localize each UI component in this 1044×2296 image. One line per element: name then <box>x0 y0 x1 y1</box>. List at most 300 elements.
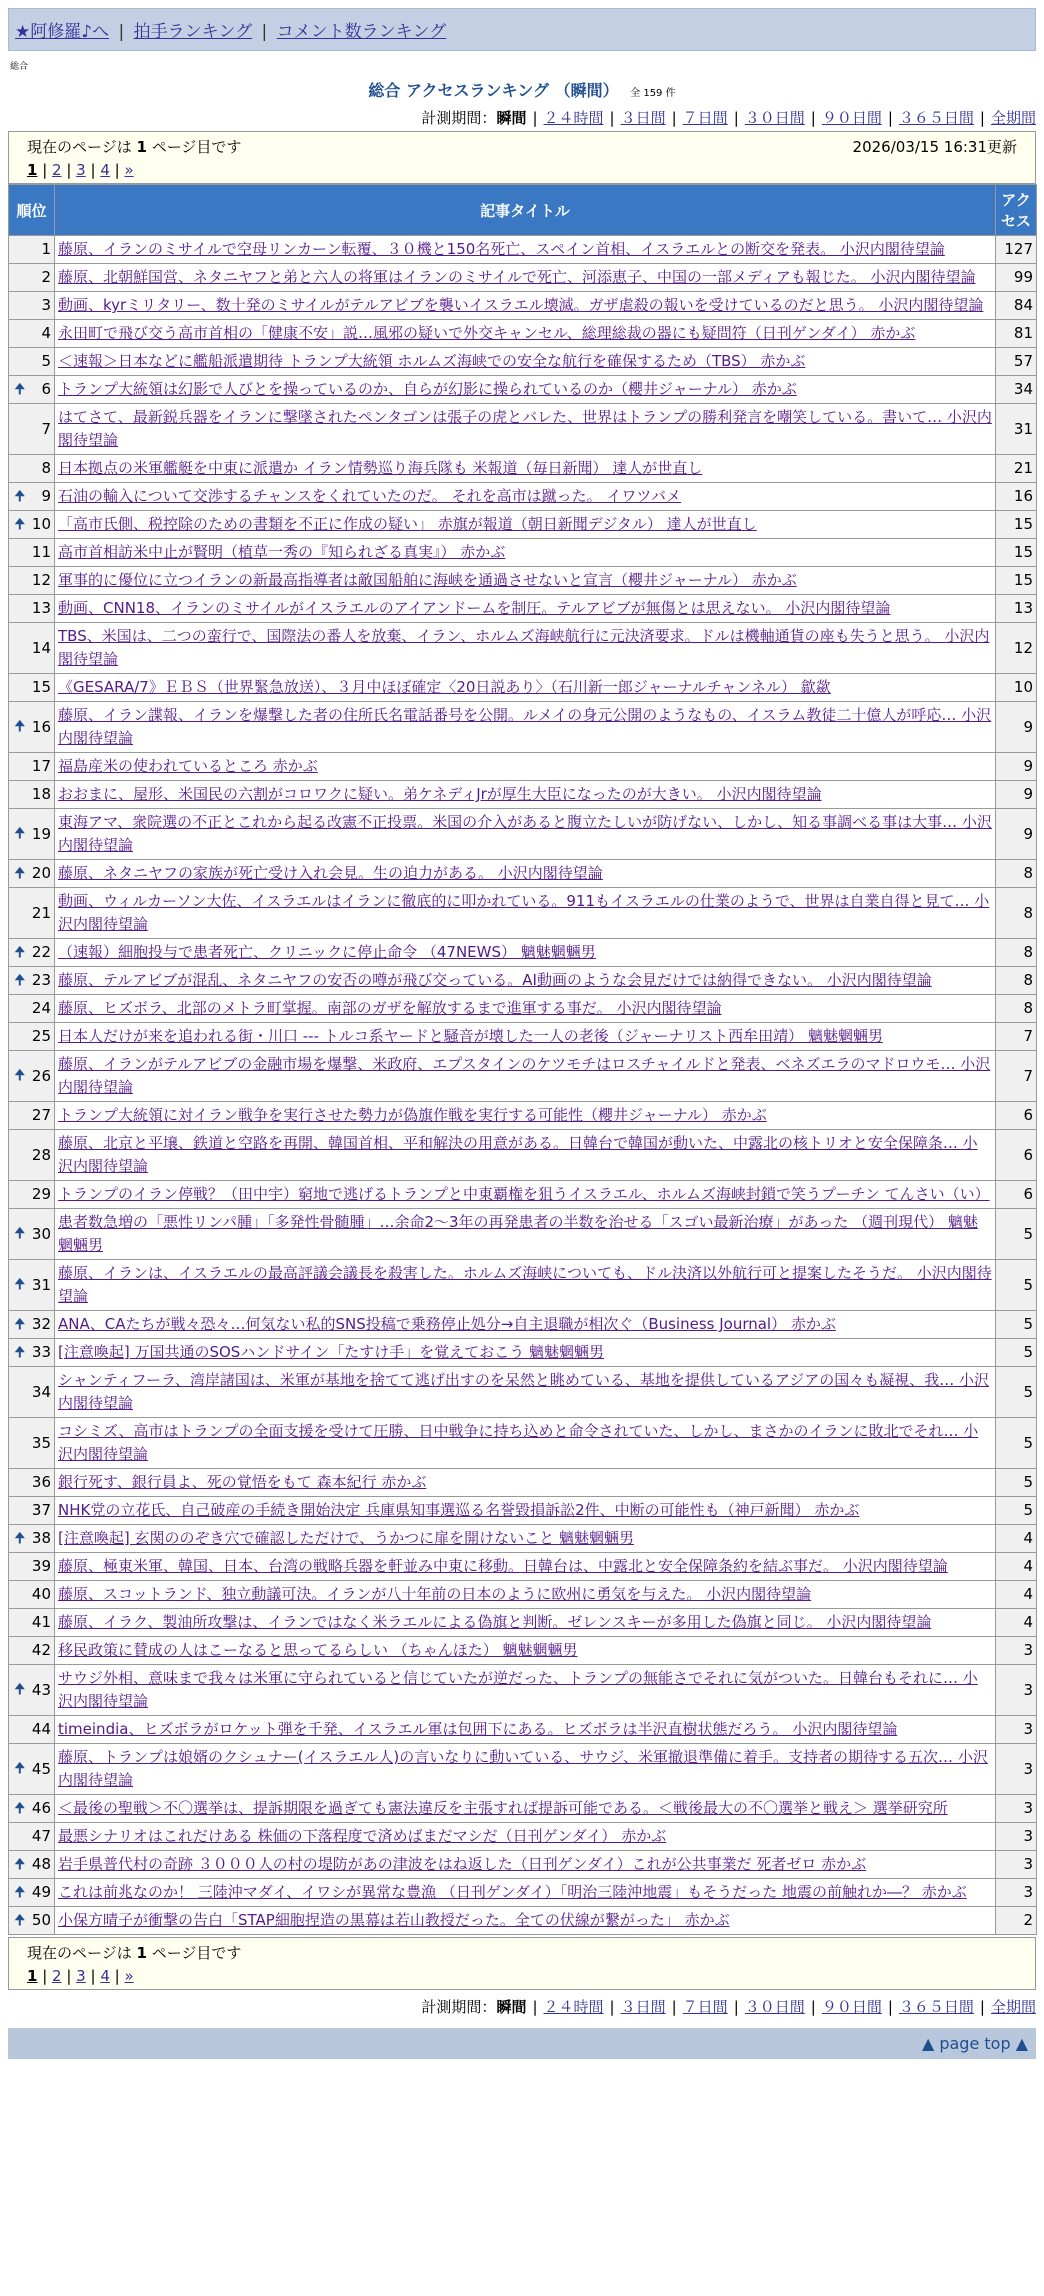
rank-number: 8 <box>41 459 51 477</box>
access-count: 15 <box>996 567 1037 595</box>
rank-cell <box>9 292 55 320</box>
period-separator: | <box>671 1998 677 2016</box>
nav-link-applause-ranking[interactable]: 拍手ランキング <box>133 22 253 42</box>
ranking-table <box>8 184 1037 1935</box>
table-row <box>9 860 1037 888</box>
article-title-link[interactable]: ＜速報＞日本などに艦船派遣期待 トランプ大統領 ホルムズ海峡での安全な航行を確保するため（TBS） 赤かぶ <box>58 352 806 370</box>
article-title-link[interactable]: 福島産米の使われているところ 赤かぶ <box>58 757 318 775</box>
article-title-link[interactable]: コシミズ、高市はトランプの全面支援を受けて圧勝、日中戦争に持ち込めと命令されていた、しかし、まさかのイランに敗北でそれ… 小沢内閣待望論 <box>58 1422 979 1463</box>
page-separator: | <box>37 161 53 179</box>
access-count: 5 <box>996 1311 1037 1339</box>
rank-cell <box>9 1744 55 1795</box>
rank-cell <box>9 320 55 348</box>
article-title-link[interactable]: 高市首相訪米中止が賢明（植草一秀の『知られざる真実』） 赤かぶ <box>58 543 506 561</box>
article-title-link[interactable]: timeindia、ヒズボラがロケット弾を千発、イスラエル軍は包囲下にある。ヒズボラは半沢直樹状態だろう。 小沢内閣待望論 <box>58 1720 898 1738</box>
period-option-link[interactable]: ２４時間 <box>543 1998 604 2016</box>
rank-cell <box>9 1525 55 1553</box>
access-count: 9 <box>996 702 1037 753</box>
table-row <box>9 995 1037 1023</box>
title-cell <box>55 1051 996 1102</box>
article-title-link[interactable]: 銀行死す、銀行員よ、死の覚悟をもて 森本紀行 赤かぶ <box>58 1473 427 1491</box>
nav-separator: | <box>118 22 125 42</box>
title-cell <box>55 753 996 781</box>
access-count: 3 <box>996 1851 1037 1879</box>
page-separator: | <box>85 161 101 179</box>
article-title-link[interactable]: トランプのイラン停戦？（田中宇）窮地で逃げるトランプと中東覇権を狙うイスラエル、ホルムズ海峡封鎖で笑うプーチン てんさい（い） <box>58 1185 990 1203</box>
rank-cell <box>9 1181 55 1209</box>
rank-number: 13 <box>31 599 51 617</box>
table-row <box>9 1823 1037 1851</box>
rank-number: 38 <box>31 1529 51 1547</box>
header-rank: 順位 <box>9 185 55 236</box>
footer-bar <box>8 2028 1036 2059</box>
rank-cell <box>9 539 55 567</box>
access-count: 8 <box>996 967 1037 995</box>
article-title-link[interactable]: 藤原、北京と平壌、鉄道と空路を再開、韓国首相、平和解決の用意がある。日韓台で韓国が動いた、中露北の核トリオと安全保障条… 小沢内閣待望論 <box>58 1134 978 1175</box>
access-count: 9 <box>996 781 1037 809</box>
period-separator: | <box>887 1998 893 2016</box>
rank-number: 36 <box>31 1473 51 1491</box>
rank-cell <box>9 1130 55 1181</box>
article-title-link[interactable]: 岩手県普代村の奇跡 ３０００人の村の堤防があの津波をはね返した（日刊ゲンダイ）これが公共事業だ 死者ゼロ 赤かぶ <box>58 1855 867 1873</box>
table-row <box>9 483 1037 511</box>
article-title-link[interactable]: 藤原、テルアビブが混乱、ネタニヤフの安否の噂が飛び交っている。AI動画のような会見だけでは納得できない。 小沢内閣待望論 <box>58 971 932 989</box>
table-row <box>9 1339 1037 1367</box>
period-option-link[interactable]: ３０日間 <box>744 109 805 127</box>
title-cell <box>55 539 996 567</box>
rank-cell <box>9 781 55 809</box>
rank-number: 23 <box>31 971 51 989</box>
rank-number: 9 <box>41 487 51 505</box>
title-cell <box>55 292 996 320</box>
rank-number: 30 <box>31 1224 51 1243</box>
access-count: 3 <box>996 1795 1037 1823</box>
up-arrow-icon: 🠉 <box>14 1067 26 1084</box>
article-title-link[interactable]: これは前兆なのか！ 三陸沖マダイ、イワシが異常な豊漁 （日刊ゲンダイ）「明治三陸沖地震」もそうだった 地震の前触れか―？ 赤かぶ <box>58 1883 967 1901</box>
rank-cell <box>9 1367 55 1418</box>
up-arrow-icon: 🠉 <box>14 1912 26 1928</box>
title-cell <box>55 236 996 264</box>
title-cell <box>55 809 996 860</box>
period-separator: | <box>733 109 739 127</box>
table-header-row <box>9 185 1037 236</box>
title-cell <box>55 623 996 674</box>
article-title-link[interactable]: 軍事的に優位に立つイランの新最高指導者は敵国船舶に海峡を通過させないと宣言（櫻井ジャーナル） 赤かぶ <box>58 571 797 589</box>
access-count: 8 <box>996 888 1037 939</box>
period-separator: | <box>979 1998 985 2016</box>
article-title-link[interactable]: 日本人だけが来を追われる街・川口 --- トルコ系ヤードと騒音が壊した一人の老後（ジャーナリスト西牟田靖） 魑魅魍魎男 <box>58 1027 883 1045</box>
page-links: 1 | 2 | 3 | 4 | » <box>27 1967 134 1985</box>
title-cell <box>55 1879 996 1907</box>
rank-cell <box>9 1609 55 1637</box>
article-title-link[interactable]: （速報）細胞投与で患者死亡、クリニックに停止命令 （47NEWS） 魑魅魍魎男 <box>58 943 596 961</box>
rank-cell <box>9 1637 55 1665</box>
rank-number: 7 <box>41 419 51 438</box>
article-title-link[interactable]: 藤原、ヒズボラ、北部のメトラ町掌握。南部のガザを解放するまで進軍する事だ。 小沢内閣待望論 <box>58 999 722 1017</box>
article-title-link[interactable]: 「高市氏側、税控除のための書類を不正に作成の疑い」 赤旗が報道（朝日新聞デジタル） 達人が世直し <box>58 515 757 533</box>
period-option-link[interactable]: ７日間 <box>682 109 728 127</box>
page-separator: | <box>61 1967 77 1985</box>
page-link[interactable]: 2 <box>52 1967 62 1985</box>
rank-cell <box>9 1823 55 1851</box>
article-title-link[interactable]: 動画、ウィルカーソン大佐、イスラエルはイランに徹底的に叩かれている。911もイスラエルの仕業のようで、世界は自業自得と見て… 小沢内閣待望論 <box>58 892 990 933</box>
period-selector-bottom <box>8 1996 1036 2018</box>
rank-cell <box>9 1209 55 1260</box>
page-top-link[interactable]: ▲ page top ▲ <box>921 2034 1028 2053</box>
access-count: 8 <box>996 995 1037 1023</box>
article-title-link[interactable]: 最悪シナリオはこれだけある 株価の下落程度で済めばまだマシだ（日刊ゲンダイ） 赤かぶ <box>58 1827 667 1845</box>
rank-number: 16 <box>31 717 51 736</box>
up-arrow-icon: 🠉 <box>14 825 26 842</box>
access-count: 31 <box>996 404 1037 455</box>
title-cell <box>55 455 996 483</box>
period-separator: | <box>810 109 816 127</box>
access-count: 5 <box>996 1209 1037 1260</box>
access-count: 21 <box>996 455 1037 483</box>
article-title-link[interactable]: 永田町で飛び交う高市首相の「健康不安」説…風邪の疑いで外交キャンセル、総理総裁の器にも疑問符（日刊ゲンダイ） 赤かぶ <box>58 324 916 342</box>
title-cell <box>55 702 996 753</box>
rank-cell <box>9 674 55 702</box>
period-current: 瞬間 <box>496 109 527 127</box>
title-cell <box>55 567 996 595</box>
period-option-link[interactable]: 全期間 <box>990 109 1036 127</box>
title-cell <box>55 348 996 376</box>
access-count: 2 <box>996 1907 1037 1935</box>
article-title-link[interactable]: 藤原、北朝鮮国営、ネタニヤフと弟と六人の将軍はイランのミサイルで死亡、河添恵子、中国の一部メディアも報じた。 小沢内閣待望論 <box>58 268 976 286</box>
title-cell <box>55 404 996 455</box>
rank-cell <box>9 702 55 753</box>
table-row <box>9 404 1037 455</box>
article-title-link[interactable]: はてさて、最新鋭兵器をイランに撃墜されたペンタゴンは張子の虎とバレた、世界はトランプの勝利発言を嘲笑している。書いて… 小沢内閣待望論 <box>58 408 992 449</box>
period-option-link[interactable]: ３日間 <box>620 1998 666 2016</box>
title-cell <box>55 1851 996 1879</box>
period-option-link[interactable]: 全期間 <box>990 1998 1036 2016</box>
table-row <box>9 674 1037 702</box>
access-count: 6 <box>996 1130 1037 1181</box>
rank-cell <box>9 236 55 264</box>
access-count: 15 <box>996 539 1037 567</box>
rank-number: 19 <box>31 824 51 843</box>
rank-number: 39 <box>31 1557 51 1575</box>
period-option-link[interactable]: ３０日間 <box>744 1998 805 2016</box>
category-label: 総合 <box>10 62 29 72</box>
title-cell <box>55 1497 996 1525</box>
page-separator: | <box>37 1967 53 1985</box>
rank-number: 2 <box>41 268 51 286</box>
article-title-link[interactable]: 《GESARA/7》ＥＢＳ（世界緊急放送）、３月中ほぼ確定〈20日説あり〉（石川新一郎ジャーナルチャンネル） 歙歘 <box>58 678 831 696</box>
access-count: 127 <box>996 236 1037 264</box>
access-count: 9 <box>996 809 1037 860</box>
next-page-link[interactable]: » <box>124 1967 134 1985</box>
page-link[interactable]: 2 <box>52 161 62 179</box>
rank-number: 21 <box>31 903 51 922</box>
rank-number: 17 <box>31 757 51 775</box>
rank-cell <box>9 1879 55 1907</box>
up-arrow-icon: 🠉 <box>14 865 26 881</box>
period-separator: | <box>810 1998 816 2016</box>
page-link[interactable]: 4 <box>100 161 110 179</box>
article-title-link[interactable]: TBS、米国は、二つの蛮行で、国際法の番人を放棄、イラン、ホルムズ海峡航行に元決済要求。ドルは機軸通貨の座も失うと思う。 小沢内閣待望論 <box>58 627 990 668</box>
access-count: 5 <box>996 1260 1037 1311</box>
article-title-link[interactable]: トランプ大統領は幻影で人びとを操っているのか、自らが幻影に操られているのか（櫻井ジャーナル） 赤かぶ <box>58 380 797 398</box>
table-row <box>9 1102 1037 1130</box>
article-title-link[interactable]: 小保方晴子が衝撃の告白「STAP細胞捏造の黒幕は若山教授だった。全ての伏線が繋がった」 赤かぶ <box>58 1911 730 1929</box>
page-link[interactable]: 4 <box>100 1967 110 1985</box>
title-cell <box>55 1209 996 1260</box>
header-title: 記事タイトル <box>55 185 996 236</box>
period-selector-top <box>8 107 1036 129</box>
access-count: 6 <box>996 1181 1037 1209</box>
table-row <box>9 1209 1037 1260</box>
period-separator: | <box>609 109 615 127</box>
period-label: 計測期間： <box>421 1998 497 2016</box>
page-link[interactable]: 3 <box>76 161 86 179</box>
rank-number: 22 <box>31 943 51 961</box>
article-title-link[interactable]: 藤原、トランプは娘婿のクシュナー(イスラエル人)の言いなりに動いている、サウジ、米軍撤退準備に着手。支持者の期待する五次… 小沢内閣待望論 <box>58 1748 988 1789</box>
access-count: 3 <box>996 1665 1037 1716</box>
title-cell <box>55 1023 996 1051</box>
rank-number: 45 <box>31 1759 51 1778</box>
title-cell <box>55 1609 996 1637</box>
access-count: 3 <box>996 1716 1037 1744</box>
title-cell <box>55 264 996 292</box>
title-cell <box>55 1339 996 1367</box>
period-option-link[interactable]: ３６５日間 <box>898 109 974 127</box>
table-row <box>9 1609 1037 1637</box>
access-count: 12 <box>996 623 1037 674</box>
article-title-link[interactable]: ANA、CAたちが戦々恐々…何気ない私的SNS投稿で乗務停止処分→自主退職が相次ぐ（Business Journal） 赤かぶ <box>58 1315 836 1333</box>
rank-cell <box>9 1051 55 1102</box>
table-row <box>9 1879 1037 1907</box>
table-row <box>9 1795 1037 1823</box>
current-page-text: 現在のページは 1 ページ目です <box>27 1944 242 1962</box>
up-arrow-icon: 🠉 <box>14 944 26 960</box>
rank-cell <box>9 967 55 995</box>
rank-number: 44 <box>31 1720 51 1738</box>
period-option-link[interactable]: ９０日間 <box>821 1998 882 2016</box>
up-arrow-icon: 🠉 <box>14 381 26 397</box>
page-separator: | <box>85 1967 101 1985</box>
rank-number: 25 <box>31 1027 51 1045</box>
rank-cell <box>9 1665 55 1716</box>
rank-cell <box>9 1795 55 1823</box>
up-arrow-icon: 🠉 <box>14 1681 26 1698</box>
access-count: 15 <box>996 511 1037 539</box>
access-count: 13 <box>996 595 1037 623</box>
article-title-link[interactable]: 東海アマ、衆院選の不正とこれから起る改憲不正投票。米国の介入があると腹立たしいが防げない、しかし、知る事調べる事は大事… 小沢内閣待望論 <box>58 813 992 854</box>
up-arrow-icon: 🠉 <box>14 1316 26 1332</box>
next-page-link[interactable]: » <box>124 161 134 179</box>
article-title-link[interactable]: サウジ外相、意味まで我々は米軍に守られていると信じていたが逆だった、トランプの無能さでそれに気がついた。日韓台もそれに… 小沢内閣待望論 <box>58 1669 978 1710</box>
top-navigation <box>8 8 1036 51</box>
period-separator: | <box>671 109 677 127</box>
article-title-link[interactable]: 藤原、イランのミサイルで空母リンカーン転覆、３０機と150名死亡、スペイン首相、イスラエルとの断交を発表。 小沢内閣待望論 <box>58 240 945 258</box>
article-title-link[interactable]: ＜最後の聖戦＞不〇選挙は、提訴期限を過ぎても憲法違反を主張すれば提訴可能である。＜戦後最大の不〇選挙と戦え＞ 選挙研究所 <box>58 1799 948 1817</box>
access-count: 6 <box>996 1102 1037 1130</box>
rank-number: 6 <box>41 380 51 398</box>
access-count: 10 <box>996 674 1037 702</box>
current-page-number: 1 <box>136 1944 147 1962</box>
up-arrow-icon: 🠉 <box>14 1760 26 1777</box>
rank-number: 14 <box>31 638 51 657</box>
rank-cell <box>9 455 55 483</box>
table-row <box>9 264 1037 292</box>
table-row <box>9 1418 1037 1469</box>
current-page-number: 1 <box>136 138 147 156</box>
title-cell <box>55 674 996 702</box>
article-title-link[interactable]: 藤原、イランは、イスラエルの最高評議会議長を殺害した。ホルムズ海峡についても、ドル決済以外航行可と提案したそうだ。 小沢内閣待望論 <box>58 1264 992 1305</box>
access-count: 5 <box>996 1339 1037 1367</box>
access-count: 57 <box>996 348 1037 376</box>
rank-number: 40 <box>31 1585 51 1603</box>
access-count: 5 <box>996 1367 1037 1418</box>
access-count: 4 <box>996 1581 1037 1609</box>
rank-cell <box>9 348 55 376</box>
table-row <box>9 1851 1037 1879</box>
article-title-link[interactable]: 藤原、ネタニヤフの家族が死亡受け入れ会見。生の迫力がある。 小沢内閣待望論 <box>58 864 603 882</box>
rank-cell <box>9 1260 55 1311</box>
rank-cell <box>9 860 55 888</box>
pager-status-row <box>27 136 1017 157</box>
article-title-link[interactable]: 藤原、極東米軍、韓国、日本、台湾の戦略兵器を軒並み中東に移動。日韓台は、中露北と安全保障条約を結ぶ事だ。 小沢内閣待望論 <box>58 1557 948 1575</box>
page-link-current: 1 <box>27 1967 38 1985</box>
table-row <box>9 1907 1037 1935</box>
title-cell <box>55 860 996 888</box>
rank-number: 10 <box>31 515 51 533</box>
table-row <box>9 1260 1037 1311</box>
article-title-link[interactable]: おおまに、屋形、米国民の六割がコロワクに疑い。弟ケネディJrが厚生大臣になったのが大きい。 小沢内閣待望論 <box>58 785 822 803</box>
article-title-link[interactable]: [注意喚起] 玄関ののぞき穴で確認しただけで、うかつに扉を開けないこと 魑魅魍魎男 <box>58 1529 634 1547</box>
page-links: 1 | 2 | 3 | 4 | » <box>27 161 134 179</box>
title-cell <box>55 320 996 348</box>
table-row <box>9 1497 1037 1525</box>
title-cell <box>55 1260 996 1311</box>
article-title-link[interactable]: 藤原、スコットランド、独立動議可決。イランが八十年前の日本のように欧州に勇気を与えた。 小沢内閣待望論 <box>58 1585 812 1603</box>
access-count: 3 <box>996 1879 1037 1907</box>
article-title-link[interactable]: シャンティフーラ、湾岸諸国は、米軍が基地を捨てて逃げ出すのを呆然と眺めている、基地を提供しているアジアの国々も凝視、我… 小沢内閣待望論 <box>58 1371 990 1412</box>
rank-cell <box>9 404 55 455</box>
rank-number: 32 <box>31 1315 51 1333</box>
table-row <box>9 1525 1037 1553</box>
table-row <box>9 1744 1037 1795</box>
title-cell <box>55 1130 996 1181</box>
up-arrow-icon: 🠉 <box>14 1225 26 1242</box>
rank-cell <box>9 567 55 595</box>
table-row <box>9 1181 1037 1209</box>
table-row <box>9 1665 1037 1716</box>
table-row <box>9 1023 1037 1051</box>
title-cell <box>55 1744 996 1795</box>
nav-link-home[interactable]: ★阿修羅♪へ <box>15 22 110 42</box>
pager-status-row <box>27 1942 1017 1963</box>
article-title-link[interactable]: トランプ大統領に対イラン戦争を実行させた勢力が偽旗作戦を実行する可能性（櫻井ジャーナル） 赤かぶ <box>58 1106 767 1124</box>
access-count: 81 <box>996 320 1037 348</box>
nav-link-comment-ranking[interactable]: コメント数ランキング <box>276 22 447 42</box>
title-cell <box>55 939 996 967</box>
article-title-link[interactable]: 患者数急増の「悪性リンパ腫」「多発性骨髄腫」…余命2～3年の再発患者の半数を治せる「スゴい最新治療」があった （週刊現代） 魑魅魍魎男 <box>58 1213 978 1254</box>
article-title-link[interactable]: 石油の輸入について交渉するチャンスをくれていたのだ。 それを高市は蹴った。 イワツバメ <box>58 487 682 505</box>
nav-separator: | <box>261 22 268 42</box>
period-label: 計測期間： <box>421 109 497 127</box>
table-row <box>9 939 1037 967</box>
page-title-text: 総合 アクセスランキング （瞬間） <box>368 81 619 100</box>
access-count: 4 <box>996 1525 1037 1553</box>
access-count: 16 <box>996 483 1037 511</box>
title-cell <box>55 1418 996 1469</box>
rank-cell <box>9 264 55 292</box>
article-title-link[interactable]: 動画、CNN18、イランのミサイルがイスラエルのアイアンドームを制圧。テルアビブが無傷とは思えない。 小沢内閣待望論 <box>58 599 891 617</box>
article-title-link[interactable]: 移民政策に賛成の人はこーなると思ってるらしい （ちゃんほた） 魑魅魍魎男 <box>58 1641 578 1659</box>
rank-number: 50 <box>31 1911 51 1929</box>
table-row <box>9 1469 1037 1497</box>
rank-number: 41 <box>31 1613 51 1631</box>
table-row <box>9 1367 1037 1418</box>
period-option-link[interactable]: ９０日間 <box>821 109 882 127</box>
article-title-link[interactable]: 藤原、イラン諜報、イランを爆撃した者の住所氏名電話番号を公開。ルメイの身元公開のようなもの、イスラム教徒二十億人が呼応… 小沢内閣待望論 <box>58 706 992 747</box>
article-title-link[interactable]: 藤原、イラク、製油所攻撃は、イランではなく米ラエルによる偽旗と判断。ゼレンスキーが多用した偽旗と同じ。 小沢内閣待望論 <box>58 1613 932 1631</box>
article-title-link[interactable]: 動画、kyrミリタリー、数十発のミサイルがテルアビブを襲いイスラエル壊滅。ガザ虐殺の報いを受けているのだと思う。 小沢内閣待望論 <box>58 296 984 314</box>
title-cell <box>55 1637 996 1665</box>
article-title-link[interactable]: NHK党の立花氏、自己破産の手続き開始決定 兵庫県知事選巡る名誉毀損訴訟2件、中断の可能性も（神戸新聞） 赤かぶ <box>58 1501 860 1519</box>
access-count: 5 <box>996 1469 1037 1497</box>
period-option-link[interactable]: ７日間 <box>682 1998 728 2016</box>
title-cell <box>55 1907 996 1935</box>
rank-cell <box>9 809 55 860</box>
up-arrow-icon: 🠉 <box>14 488 26 504</box>
rank-number: 28 <box>31 1145 51 1164</box>
access-count: 84 <box>996 292 1037 320</box>
table-row <box>9 236 1037 264</box>
access-count: 5 <box>996 1497 1037 1525</box>
table-row <box>9 1716 1037 1744</box>
period-option-link[interactable]: ２４時間 <box>543 109 604 127</box>
title-cell <box>55 888 996 939</box>
rank-number: 46 <box>31 1799 51 1817</box>
article-title-link[interactable]: [注意喚起] 万国共通のSOSハンドサイン「たすけ手」を覚えておこう 魑魅魍魎男 <box>58 1343 605 1361</box>
table-row <box>9 567 1037 595</box>
current-page-text: 現在のページは 1 ページ目です <box>27 138 242 156</box>
up-arrow-icon: 🠉 <box>14 1344 26 1360</box>
article-title-link[interactable]: 日本拠点の米軍艦艇を中東に派遣か イラン情勢巡り海兵隊も 米報道（毎日新聞） 達人が世直し <box>58 459 703 477</box>
table-row <box>9 1637 1037 1665</box>
rank-number: 15 <box>31 678 51 696</box>
rank-number: 37 <box>31 1501 51 1519</box>
table-row <box>9 753 1037 781</box>
rank-number: 49 <box>31 1883 51 1901</box>
article-title-link[interactable]: 藤原、イランがテルアビブの金融市場を爆撃、米政府、エプスタインのケツモチはロスチャイルドと発表、ベネズエラのマドロウモ… 小沢内閣待望論 <box>58 1055 991 1096</box>
period-option-link[interactable]: ３６５日間 <box>898 1998 974 2016</box>
up-arrow-icon: 🠉 <box>14 1800 26 1816</box>
title-cell <box>55 1581 996 1609</box>
rank-number: 48 <box>31 1855 51 1873</box>
table-row <box>9 511 1037 539</box>
rank-number: 33 <box>31 1343 51 1361</box>
title-cell <box>55 1823 996 1851</box>
title-cell <box>55 1102 996 1130</box>
rank-number: 1 <box>41 240 51 258</box>
access-count: 3 <box>996 1823 1037 1851</box>
rank-number: 4 <box>41 324 51 342</box>
period-option-link[interactable]: ３日間 <box>620 109 666 127</box>
ranking-table-body <box>9 236 1037 1935</box>
table-row <box>9 702 1037 753</box>
table-row <box>9 1130 1037 1181</box>
period-separator: | <box>532 109 538 127</box>
page-link[interactable]: 3 <box>76 1967 86 1985</box>
rank-cell <box>9 1851 55 1879</box>
title-cell <box>55 1665 996 1716</box>
title-cell <box>55 1553 996 1581</box>
